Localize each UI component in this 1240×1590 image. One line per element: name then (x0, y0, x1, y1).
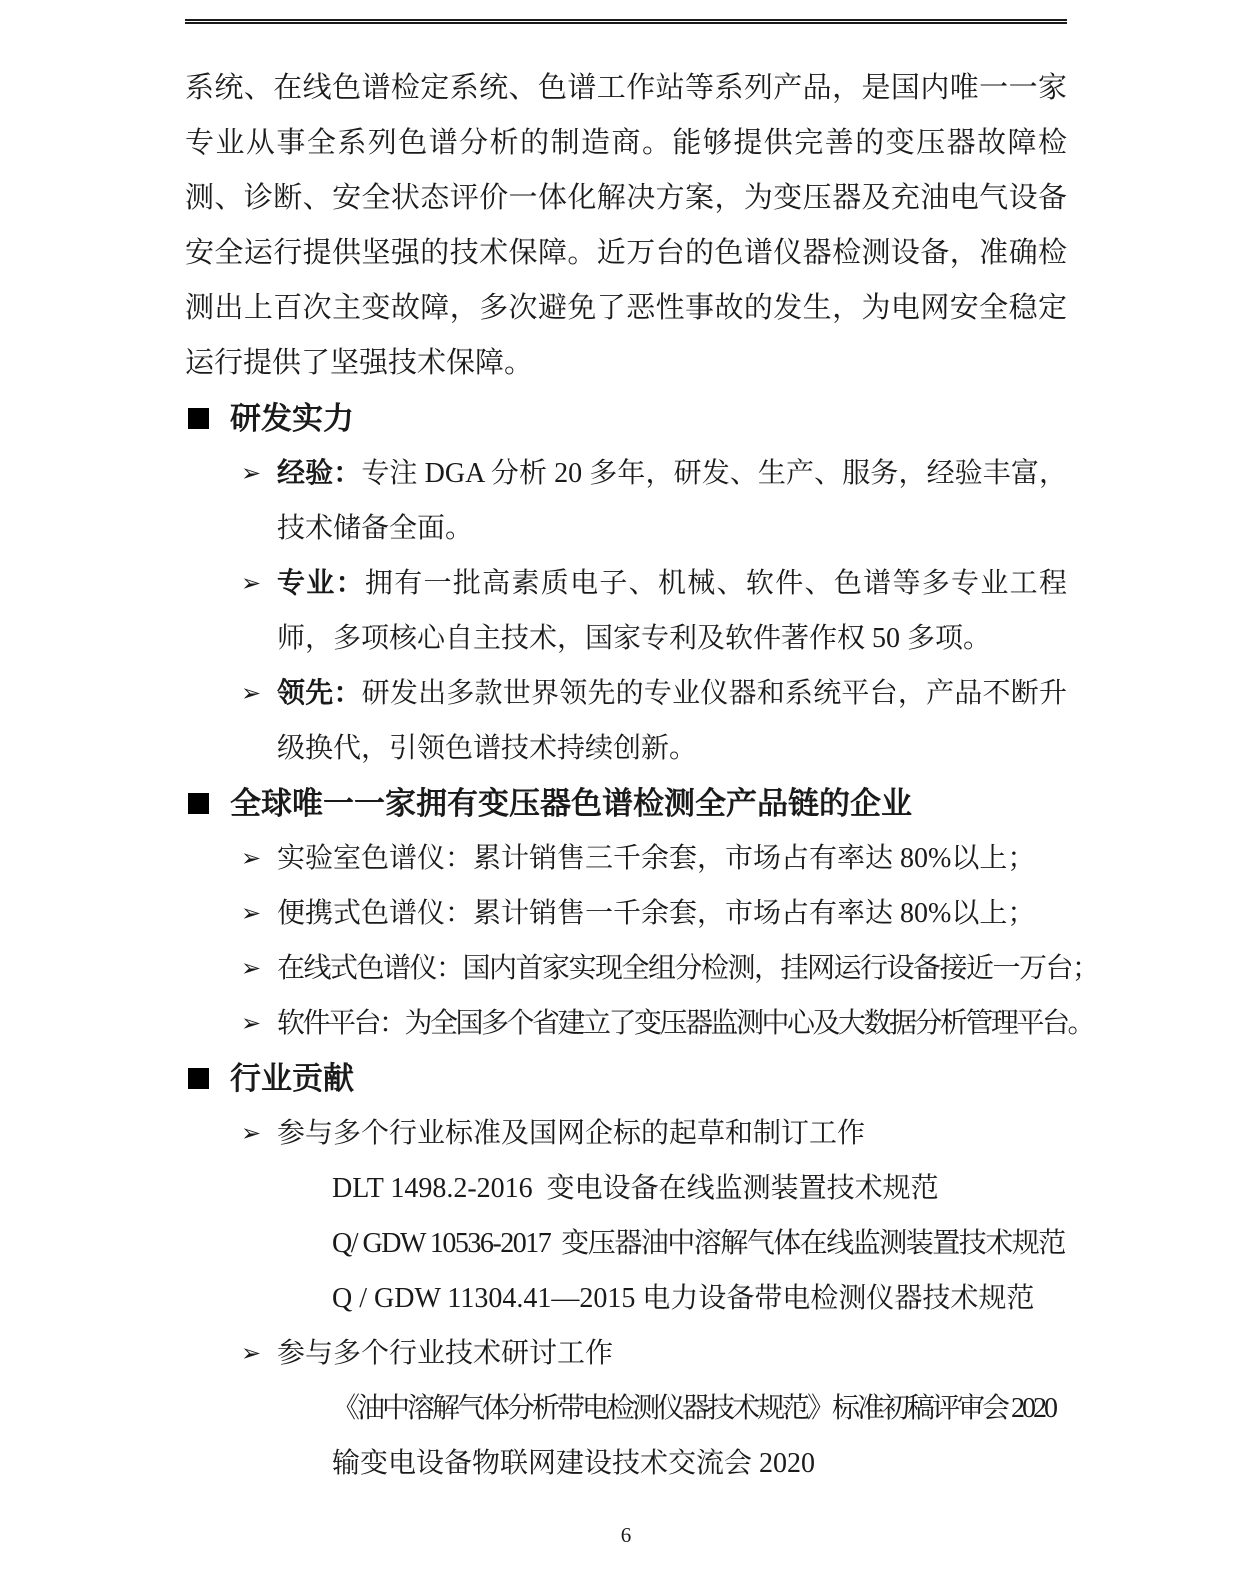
square-bullet-icon (188, 793, 209, 814)
page-content (185, 19, 1099, 1549)
seminar-line-iot-exchange: 输变电设备物联网建设技术交流会 2020 (332, 1448, 816, 1479)
section-title-rd-strength (185, 391, 1067, 446)
item-text: 软件平台：为全国多个省建立了变压器监测中心及大数据分析管理平台。 (277, 1008, 1094, 1039)
item-text: 专注 DGA 分析 20 多年，研发、生产、服务，经验丰富，技术储备全面。 (277, 458, 1067, 544)
list-item-experience (185, 446, 1067, 556)
arrow-bullet-icon: ➢ (241, 1009, 262, 1037)
standard-line-gdw-10536: Q/ GDW 10536-2017 变压器油中溶解气体在线监测装置技术规范 (332, 1228, 1065, 1259)
arrow-bullet-icon: ➢ (241, 844, 262, 872)
list-item-software-platform (185, 996, 1094, 1051)
section-title-industry-contribution (185, 1051, 1067, 1106)
list-item-lab-chromatograph (185, 831, 1067, 886)
list-item-seminar-work (185, 1326, 1067, 1381)
arrow-bullet-icon: ➢ (241, 954, 262, 982)
intro-paragraph: 系统、在线色谱检定系统、色谱工作站等系列产品，是国内唯一一家专业从事全系列色谱分析的制造商。能够提供完善的变压器故障检测、诊断、安全状态评价一体化解决方案，为变压器及充油电气设备安全运行提供坚强的技术保障。近万台的色谱仪器检测设备，准确检测出上百次主变故障，多次避免了恶性事故的发生，为电网安全稳定运行提供了坚强技术保障。 (185, 72, 1067, 379)
list-item-leading (185, 666, 1067, 776)
section-title-text: 研发实力 (230, 401, 354, 436)
item-text: 在线式色谱仪：国内首家实现全组分检测，挂网运行设备接近一万台； (277, 953, 1099, 984)
item-label: 专业： (277, 568, 365, 599)
arrow-bullet-icon: ➢ (241, 459, 262, 487)
item-text: 便携式色谱仪：累计销售一千余套，市场占有率达 80%以上； (277, 898, 1036, 929)
arrow-bullet-icon: ➢ (241, 1119, 262, 1147)
page-number: 6 (620, 1523, 632, 1547)
arrow-bullet-icon: ➢ (241, 1339, 262, 1367)
standard-line-dlt: DLT 1498.2-2016 变电设备在线监测装置技术规范 (332, 1173, 939, 1204)
item-text: 研发出多款世界领先的专业仪器和系统平台，产品不断升级换代，引领色谱技术持续创新。 (277, 678, 1067, 764)
square-bullet-icon (188, 408, 209, 429)
item-text: 参与多个行业技术研讨工作 (277, 1338, 614, 1369)
standard-line-gdw-11304: Q / GDW 11304.41—2015 电力设备带电检测仪器技术规范 (332, 1283, 1035, 1314)
item-text: 实验室色谱仪：累计销售三千余套，市场占有率达 80%以上； (277, 843, 1036, 874)
item-text: 拥有一批高素质电子、机械、软件、色谱等多专业工程师，多项核心自主技术，国家专利及软件著作权 50 多项。 (277, 568, 1067, 654)
list-item-online-chromatograph (185, 941, 1099, 996)
document-page (0, 19, 1240, 1549)
item-label: 经验： (277, 458, 362, 489)
header-divider (185, 19, 1067, 24)
seminar-line-dga-spec: 《油中溶解气体分析带电检测仪器技术规范》标准初稿评审会 2020 (332, 1393, 1056, 1424)
section-title-product-chain (185, 776, 1067, 831)
item-label: 领先： (277, 678, 362, 709)
square-bullet-icon (188, 1068, 209, 1089)
section-title-text: 全球唯一一家拥有变压器色谱检测全产品链的企业 (230, 786, 912, 821)
list-item-professional (185, 556, 1067, 666)
arrow-bullet-icon: ➢ (241, 899, 262, 927)
section-title-text: 行业贡献 (230, 1061, 354, 1096)
arrow-bullet-icon: ➢ (241, 679, 262, 707)
arrow-bullet-icon: ➢ (241, 569, 262, 597)
list-item-standards-work (185, 1106, 1067, 1161)
item-text: 参与多个行业标准及国网企标的起草和制订工作 (277, 1118, 866, 1149)
list-item-portable-chromatograph (185, 886, 1067, 941)
